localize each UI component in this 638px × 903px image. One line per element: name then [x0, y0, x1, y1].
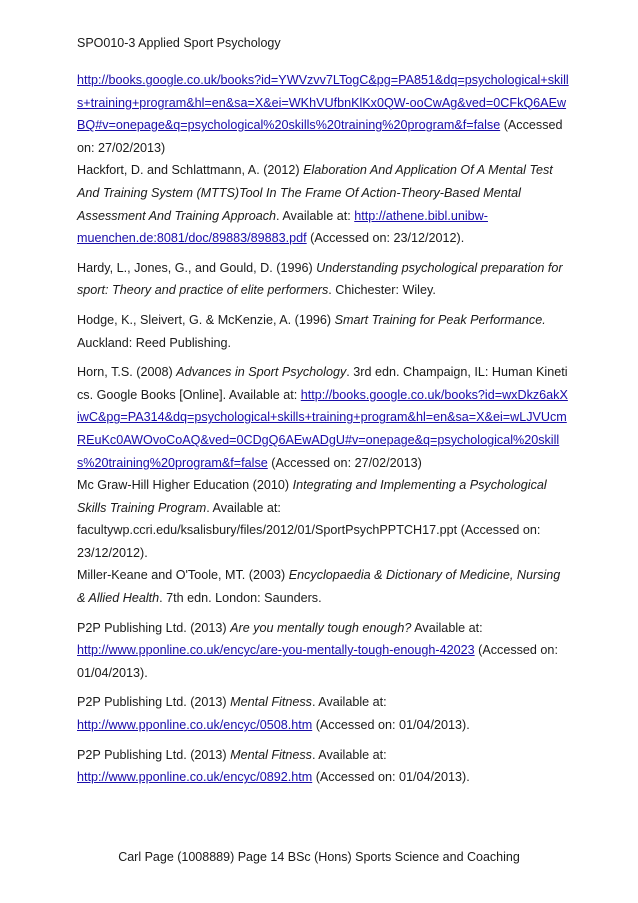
reference-access-date: (Accessed on: 01/04/2013).: [312, 718, 470, 733]
reference-publisher: . 7th edn. London: Saunders.: [159, 591, 322, 606]
reference-entry: [77, 617, 569, 685]
reference-authors: Hackfort, D. and Schlattmann, A. (2012): [77, 163, 304, 178]
reference-title: Advances in Sport Psychology: [176, 365, 347, 380]
reference-entry: [77, 159, 569, 249]
reference-list: [77, 69, 569, 796]
reference-access-date: (Accessed on: 27/02/2013): [77, 118, 563, 155]
reference-link[interactable]: http://www.pponline.co.uk/encyc/are-you-mentally-tough-enough-42023: [77, 643, 475, 658]
reference-entry: [77, 474, 569, 564]
reference-title: Encyclopaedia & Dictionary of Medicine, Nursing & Allied Health: [77, 568, 561, 606]
reference-entry: [77, 564, 569, 609]
reference-access-date: (Accessed on: 01/04/2013).: [77, 643, 558, 680]
reference-authors: Hardy, L., Jones, G., and Gould, D. (1996): [77, 260, 317, 275]
reference-access-date: (Accessed on: 01/04/2013).: [312, 770, 470, 785]
reference-entry: [77, 69, 569, 159]
reference-availability: . Available at: facultywp.ccri.edu/ksalisbury/files/2012/01/SportPsychPPTCH17.ppt (Accessed on: 23/12/2012).: [77, 500, 541, 560]
reference-entry: [77, 744, 569, 789]
reference-publisher: . Chichester: Wiley.: [328, 283, 436, 298]
reference-authors: Miller-Keane and O'Toole, MT. (2003): [77, 568, 289, 583]
reference-authors: P2P Publishing Ltd. (2013): [77, 695, 231, 710]
reference-entry: [77, 691, 569, 736]
reference-authors: Mc Graw-Hill Higher Education (2010): [77, 478, 293, 493]
reference-availability: . Available at:: [311, 695, 387, 710]
reference-authors: P2P Publishing Ltd. (2013): [77, 620, 231, 635]
reference-publisher: Auckland: Reed Publishing.: [77, 335, 232, 350]
reference-availability: . Available at:: [311, 747, 387, 762]
reference-link[interactable]: http://athene.bibl.unibw-muenchen.de:8081/doc/89883/89883.pdf: [77, 208, 488, 246]
reference-access-date: (Accessed on: 27/02/2013): [267, 455, 422, 470]
reference-link[interactable]: http://books.google.co.uk/books?id=YWVzvv7LTogC&pg=PA851&dq=psychological+skills+training+program&hl=en&sa=X&ei=WKhVUfbnKlKx0QW-ooCwAg&ved=0CFkQ6AEwBQ#v=onepage&q=psychological%20skills%20training%20program&f=false: [77, 73, 569, 133]
reference-title: Are you mentally tough enough?: [230, 620, 412, 635]
reference-title: Smart Training for Peak Performance.: [334, 312, 546, 327]
reference-link[interactable]: http://books.google.co.uk/books?id=wxDkz6akXiwC&pg=PA314&dq=psychological+skills+training+program&hl=en&sa=X&ei=wLJVUcmREuKc0AWOvoCoAQ&ved=0CDgQ6AEwADgU#v=onepage&q=psychological%20skills%20training%20program&f=false: [77, 387, 568, 470]
reference-title: Elaboration And Application Of A Mental Test And Training System (MTTS)Tool In The Frame Of Action-Theory-Based Mental Assessment And Training Approach: [77, 163, 553, 223]
reference-title: Mental Fitness: [230, 747, 312, 762]
reference-authors: P2P Publishing Ltd. (2013): [77, 747, 231, 762]
reference-availability: . 3rd edn. Champaign, IL: Human Kinetics. Google Books [Online]. Available at:: [77, 365, 568, 402]
reference-access-date: (Accessed on: 23/12/2012).: [306, 231, 465, 246]
reference-entry: [77, 309, 569, 354]
page-footer: Carl Page (1008889) Page 14 BSc (Hons) Sports Science and Coaching: [118, 850, 520, 864]
reference-authors: Hodge, K., Sleivert, G. & McKenzie, A. (1996): [77, 312, 335, 327]
reference-link[interactable]: http://www.pponline.co.uk/encyc/0508.htm: [77, 718, 313, 733]
reference-entry: [77, 361, 569, 474]
reference-title: Mental Fitness: [230, 695, 312, 710]
reference-title: Understanding psychological preparation for sport: Theory and practice of elite performers: [77, 260, 563, 298]
reference-availability: . Available at:: [276, 208, 355, 223]
reference-link[interactable]: http://www.pponline.co.uk/encyc/0892.htm: [77, 770, 313, 785]
page-header: SPO010-3 Applied Sport Psychology: [77, 36, 281, 50]
reference-authors: Horn, T.S. (2008): [77, 365, 177, 380]
reference-availability: Available at:: [411, 620, 483, 635]
reference-entry: [77, 257, 569, 302]
reference-title: Integrating and Implementing a Psychological Skills Training Program: [77, 478, 547, 515]
